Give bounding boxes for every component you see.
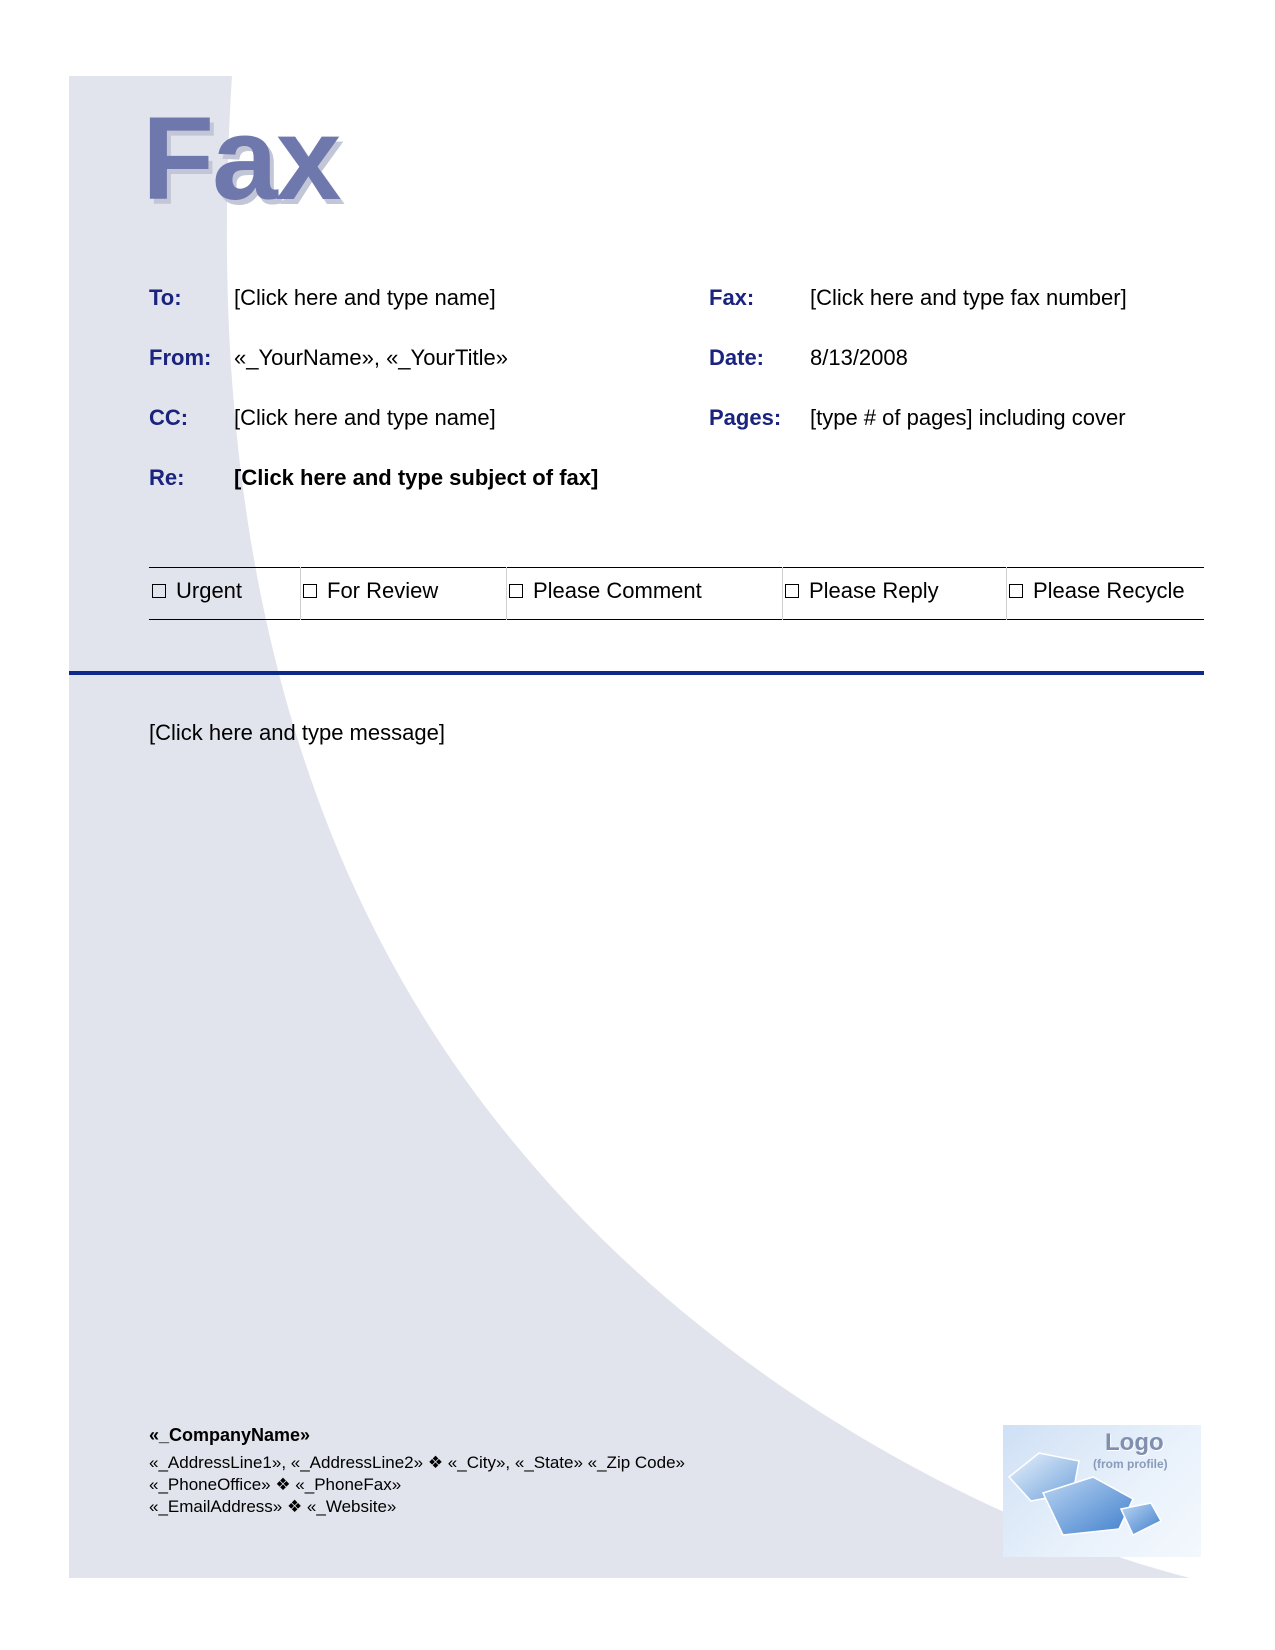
- checkbox-please-recycle[interactable]: [1009, 578, 1185, 604]
- from-field[interactable]: «_YourName», «_YourTitle»: [234, 345, 508, 370]
- logo-subtitle: (from profile): [1093, 1457, 1168, 1471]
- re-label: Re:: [149, 465, 185, 490]
- fax-number-field[interactable]: [Click here and type fax number]: [810, 285, 1127, 310]
- date-field[interactable]: 8/13/2008: [810, 345, 908, 370]
- checkbox-for-review[interactable]: [303, 578, 438, 604]
- document-title: Fax: [142, 93, 340, 225]
- checkbox-urgent[interactable]: [152, 578, 242, 604]
- footer-phones: «_PhoneOffice» ❖ «_PhoneFax»: [149, 1475, 402, 1494]
- from-label: From:: [149, 345, 212, 370]
- footer-address: «_AddressLine1», «_AddressLine2» ❖ «_City», «_State» «_Zip Code»: [149, 1453, 685, 1472]
- checkbox-label: Please Reply: [809, 578, 939, 603]
- date-label: Date:: [709, 345, 765, 370]
- pages-field[interactable]: [type # of pages] including cover: [810, 405, 1126, 430]
- checkbox-box-icon[interactable]: [785, 584, 799, 598]
- checkbox-please-reply[interactable]: [785, 578, 939, 604]
- checkbox-box-icon[interactable]: [509, 584, 523, 598]
- column-divider: [300, 567, 301, 620]
- cc-label: CC:: [149, 405, 189, 430]
- logo-shapes-icon: [1003, 1425, 1201, 1557]
- checkbox-row-top-rule: [149, 567, 1204, 568]
- to-field[interactable]: [Click here and type name]: [234, 285, 496, 310]
- column-divider: [782, 567, 783, 620]
- checkbox-box-icon[interactable]: [303, 584, 317, 598]
- to-label: To:: [149, 285, 182, 310]
- checkbox-row-bottom-rule: [149, 619, 1204, 620]
- logo-word: Logo: [1105, 1429, 1164, 1456]
- footer-company-name: «_CompanyName»: [149, 1425, 311, 1445]
- message-divider: [69, 671, 1204, 675]
- checkbox-box-icon[interactable]: [152, 584, 166, 598]
- column-divider: [506, 567, 507, 620]
- pages-label: Pages:: [709, 405, 782, 430]
- column-divider: [1006, 567, 1007, 620]
- checkbox-box-icon[interactable]: [1009, 584, 1023, 598]
- company-logo: [1003, 1425, 1201, 1557]
- fax-label: Fax:: [709, 285, 755, 310]
- checkbox-label: Please Comment: [533, 578, 702, 603]
- checkbox-label: Please Recycle: [1033, 578, 1185, 603]
- re-field[interactable]: [Click here and type subject of fax]: [234, 465, 599, 490]
- cc-field[interactable]: [Click here and type name]: [234, 405, 496, 430]
- checkbox-label: For Review: [327, 578, 439, 603]
- checkbox-please-comment[interactable]: [509, 578, 702, 604]
- checkbox-label: Urgent: [176, 578, 243, 603]
- message-body[interactable]: [Click here and type message]: [149, 720, 445, 745]
- footer-web: «_EmailAddress» ❖ «_Website»: [149, 1497, 397, 1516]
